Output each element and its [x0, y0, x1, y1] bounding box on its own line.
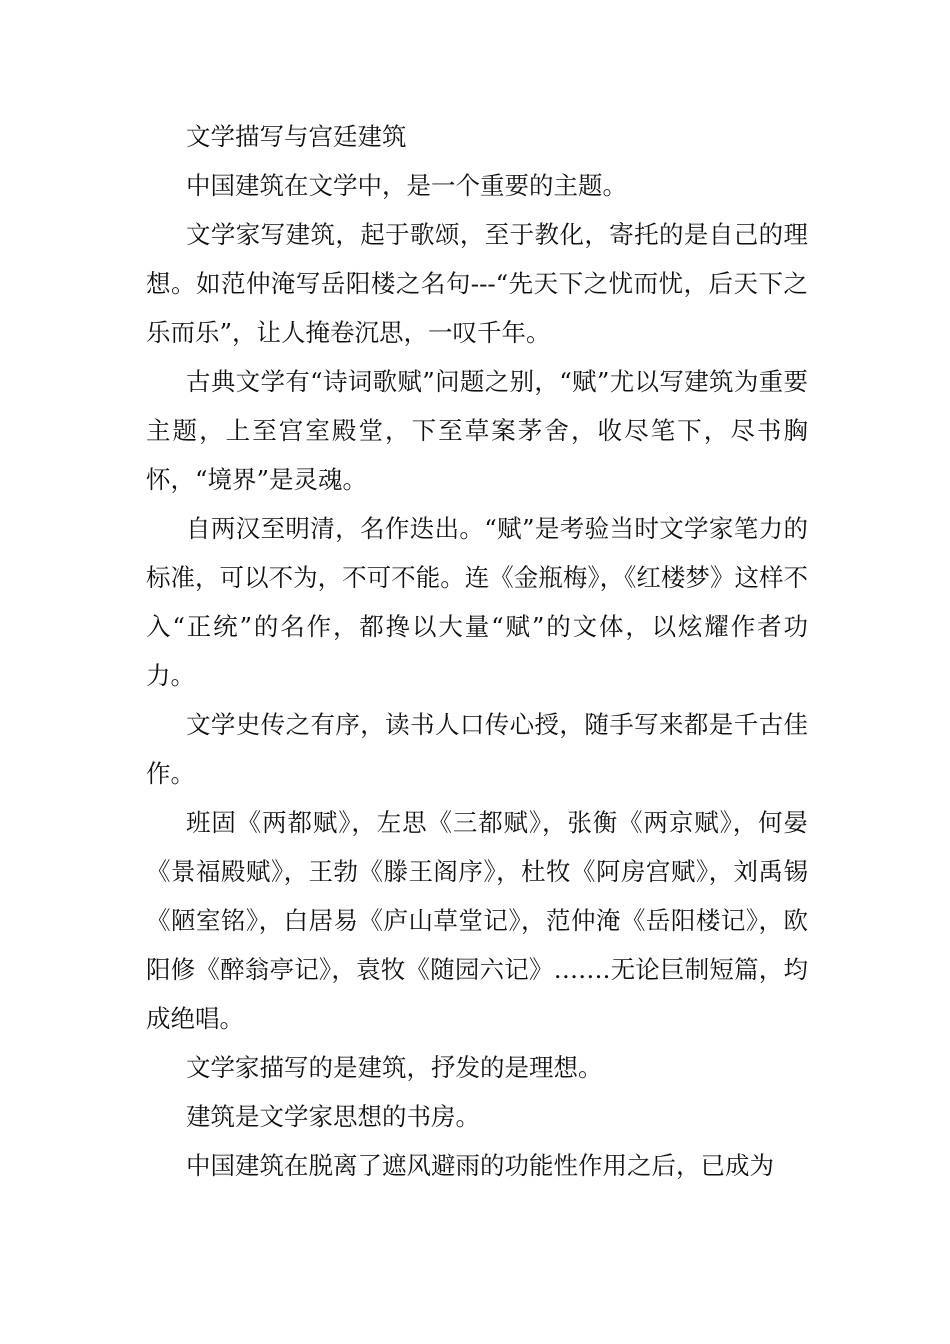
- document-page: [146, 112, 808, 1190]
- paragraph-2: 文学家写建筑，起于歌颂，至于教化，寄托的是自己的理想。如范仲淹写岳阳楼之名句---“先天下之忧而忧，后天下之乐而乐”，让人掩卷沉思，一叹千年。: [146, 220, 808, 347]
- document-title: 文学描写与宫廷建筑: [186, 122, 407, 151]
- paragraph-6: 班固《两都赋》，左思《三都赋》，张衡《两京赋》，何晏《景福殿赋》，王勃《滕王阁序》，杜牧《阿房宫赋》，刘禹锡《陋室铭》，白居易《庐山草堂记》，范仲淹《岳阳楼记》，欧阳修《醉翁亭记》，袁牧《随园六记》…….无论巨制短篇，均成绝唱。: [146, 808, 808, 1033]
- paragraph-7: 文学家描写的是建筑，抒发的是理想。: [186, 1053, 603, 1082]
- paragraph-9: 中国建筑在脱离了遮风避雨的功能性作用之后，已成为: [186, 1151, 774, 1180]
- paragraph-3: 古典文学有“诗词歌赋”问题之别，“赋”尤以写建筑为重要主题，上至宫室殿堂，下至草案茅舍，收尽笔下，尽书胸怀，“境界”是灵魂。: [146, 367, 808, 494]
- paragraph-5: 文学史传之有序，读书人口传心授，随手写来都是千古佳作。: [146, 710, 808, 788]
- paragraph-1: 中国建筑在文学中，是一个重要的主题。: [186, 171, 627, 200]
- paragraph-4: 自两汉至明清，名作迭出。“赋”是考验当时文学家笔力的标准，可以不为，不可不能。连《金瓶梅》，《红楼梦》这样不入“正统”的名作，都搀以大量“赋”的文体，以炫耀作者功力。: [146, 514, 808, 690]
- paragraph-8: 建筑是文学家思想的书房。: [186, 1102, 480, 1131]
